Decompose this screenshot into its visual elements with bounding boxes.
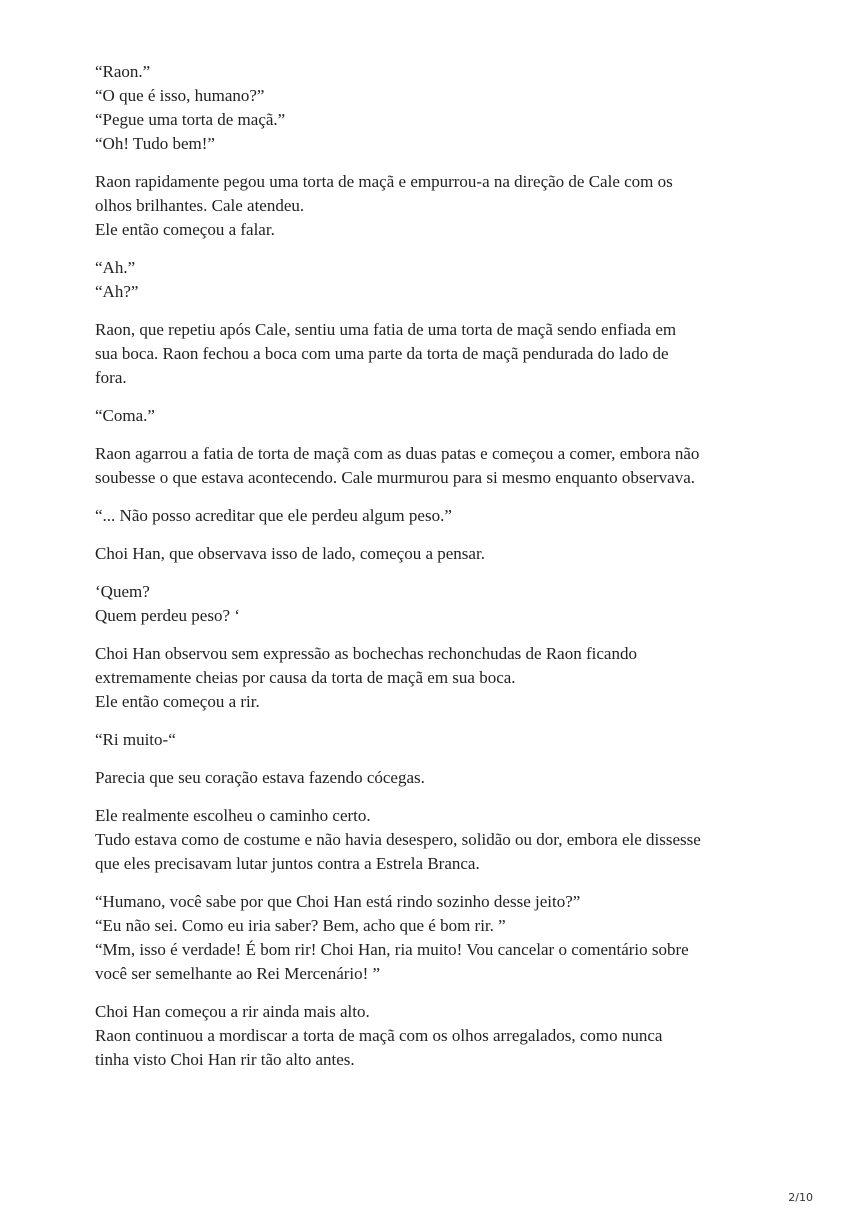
text-line: soubesse o que estava acontecendo. Cale murmurou para si mesmo enquanto observava. xyxy=(95,468,696,487)
text-line: Tudo estava como de costume e não havia desespero, solidão ou dor, embora ele dissesse xyxy=(95,830,701,849)
text-line: Choi Han observou sem expressão as bochechas rechonchudas de Raon ficando xyxy=(95,644,637,663)
text-line: Quem perdeu peso? ‘ xyxy=(95,606,240,625)
text-line: que eles precisavam lutar juntos contra a Estrela Branca. xyxy=(95,854,480,873)
text-line: sua boca. Raon fechou a boca com uma parte da torta de maçã pendurada do lado de xyxy=(95,344,669,363)
text-line: “... Não posso acreditar que ele perdeu algum peso.” xyxy=(95,506,452,525)
paragraph xyxy=(95,642,785,714)
text-line: “Pegue uma torta de maçã.” xyxy=(95,110,286,129)
text-line: você ser semelhante ao Rei Mercenário! ” xyxy=(95,964,381,983)
page-number: 2/10 xyxy=(788,1191,813,1204)
paragraph xyxy=(95,170,785,242)
paragraph xyxy=(95,728,785,752)
paragraph xyxy=(95,318,785,390)
text-line: “Eu não sei. Como eu iria saber? Bem, acho que é bom rir. ” xyxy=(95,916,506,935)
text-line: Raon agarrou a fatia de torta de maçã com as duas patas e começou a comer, embora não xyxy=(95,444,700,463)
paragraph xyxy=(95,766,785,790)
text-line: ‘Quem? xyxy=(95,582,150,601)
text-line: fora. xyxy=(95,368,127,387)
paragraph xyxy=(95,442,785,490)
text-line: Raon, que repetiu após Cale, sentiu uma fatia de uma torta de maçã sendo enfiada em xyxy=(95,320,677,339)
text-line: tinha visto Choi Han rir tão alto antes. xyxy=(95,1050,355,1069)
text-line: “Humano, você sabe por que Choi Han está rindo sozinho desse jeito?” xyxy=(95,892,581,911)
paragraph xyxy=(95,890,785,986)
text-line: Parecia que seu coração estava fazendo cócegas. xyxy=(95,768,425,787)
text-line: “Oh! Tudo bem!” xyxy=(95,134,215,153)
text-line: olhos brilhantes. Cale atendeu. xyxy=(95,196,305,215)
text-line: “Raon.” xyxy=(95,62,151,81)
text-line: Choi Han começou a rir ainda mais alto. xyxy=(95,1002,370,1021)
text-line: “Coma.” xyxy=(95,406,155,425)
paragraph xyxy=(95,542,785,566)
text-line: “Mm, isso é verdade! É bom rir! Choi Han, ria muito! Vou cancelar o comentário sobre xyxy=(95,940,689,959)
text-line: Choi Han, que observava isso de lado, começou a pensar. xyxy=(95,544,485,563)
text-line: Ele realmente escolheu o caminho certo. xyxy=(95,806,371,825)
paragraph xyxy=(95,804,785,876)
text-line: “Ah.” xyxy=(95,258,136,277)
text-line: Ele então começou a rir. xyxy=(95,692,260,711)
paragraph xyxy=(95,580,785,628)
paragraph xyxy=(95,256,785,304)
text-line: “Ah?” xyxy=(95,282,139,301)
document-body xyxy=(95,60,785,1086)
paragraph xyxy=(95,504,785,528)
text-line: Ele então começou a falar. xyxy=(95,220,275,239)
text-line: Raon continuou a mordiscar a torta de maçã com os olhos arregalados, como nunca xyxy=(95,1026,663,1045)
text-line: “O que é isso, humano?” xyxy=(95,86,265,105)
paragraph xyxy=(95,404,785,428)
text-line: Raon rapidamente pegou uma torta de maçã e empurrou-a na direção de Cale com os xyxy=(95,172,673,191)
paragraph xyxy=(95,1000,785,1072)
paragraph xyxy=(95,60,785,156)
text-line: “Ri muito-“ xyxy=(95,730,176,749)
text-line: extremamente cheias por causa da torta de maçã em sua boca. xyxy=(95,668,516,687)
